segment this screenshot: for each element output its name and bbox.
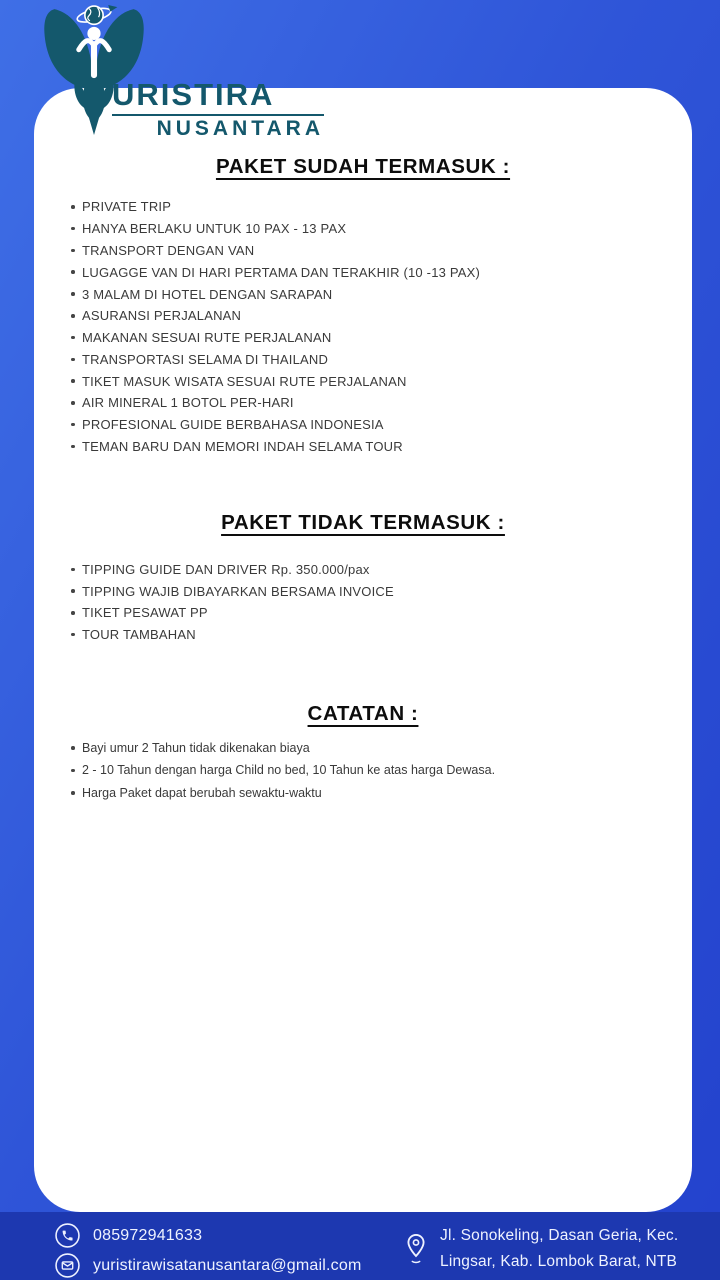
footer-contact-left	[55, 1222, 361, 1279]
excluded-list	[70, 558, 692, 645]
content-card	[34, 88, 692, 1212]
list-item: TIPPING GUIDE DAN DRIVER Rp. 350.000/pax	[70, 558, 692, 580]
list-item: ASURANSI PERJALANAN	[70, 305, 692, 327]
phone-icon	[55, 1223, 80, 1248]
section-title-included: PAKET SUDAH TERMASUK :	[215, 155, 511, 178]
location-pin-icon	[403, 1229, 429, 1269]
list-item: TRANSPORT DENGAN VAN	[70, 240, 692, 262]
address-block	[440, 1223, 678, 1275]
list-item: PROFESIONAL GUIDE BERBAHASA INDONESIA	[70, 414, 692, 436]
list-item: LUGAGGE VAN DI HARI PERTAMA DAN TERAKHIR (10 -13 PAX)	[70, 261, 692, 283]
list-item: Harga Paket dapat berubah sewaktu-waktu	[70, 782, 692, 805]
address-line-1: Jl. Sonokeling, Dasan Geria, Kec.	[440, 1227, 679, 1244]
brand-name-top: URISTIRA	[112, 78, 324, 116]
list-item: TRANSPORTASI SELAMA DI THAILAND	[70, 348, 692, 370]
list-item: 2 - 10 Tahun dengan harga Child no bed, 10 Tahun ke atas harga Dewasa.	[70, 759, 692, 782]
phone-row	[55, 1222, 361, 1249]
list-item: HANYA BERLAKU UNTUK 10 PAX - 13 PAX	[70, 218, 692, 240]
list-item: TIPPING WAJIB DIBAYARKAN BERSAMA INVOICE	[70, 580, 692, 602]
section-title-excluded: PAKET TIDAK TERMASUK :	[221, 511, 505, 535]
list-item: MAKANAN SESUAI RUTE PERJALANAN	[70, 327, 692, 349]
list-item: TIKET MASUK WISATA SESUAI RUTE PERJALANAN	[70, 370, 692, 392]
list-item: TIKET PESAWAT PP	[70, 602, 692, 624]
email-icon	[55, 1253, 80, 1278]
notes-list	[70, 737, 692, 805]
globe-plane-icon	[76, 5, 117, 25]
footer-contact-right	[403, 1223, 678, 1275]
phone-number: 085972941633	[93, 1226, 203, 1244]
brand-logo	[38, 2, 338, 142]
list-item: PRIVATE TRIP	[70, 196, 692, 218]
list-item: Bayi umur 2 Tahun tidak dikenakan biaya	[70, 737, 692, 760]
brand-wordmark	[112, 78, 324, 140]
included-list	[70, 196, 692, 457]
list-item: AIR MINERAL 1 BOTOL PER-HARI	[70, 392, 692, 414]
address-line-2: Lingsar, Kab. Lombok Barat, NTB	[440, 1253, 678, 1270]
email-address: yuristirawisatanusantara@gmail.com	[93, 1256, 362, 1274]
list-item: TOUR TAMBAHAN	[70, 624, 692, 646]
list-item: TEMAN BARU DAN MEMORI INDAH SELAMA TOUR	[70, 436, 692, 458]
section-title-notes: CATATAN :	[307, 701, 419, 725]
email-row	[55, 1252, 361, 1279]
brand-name-bottom: NUSANTARA	[156, 117, 324, 140]
list-item: 3 MALAM DI HOTEL DENGAN SARAPAN	[70, 283, 692, 305]
